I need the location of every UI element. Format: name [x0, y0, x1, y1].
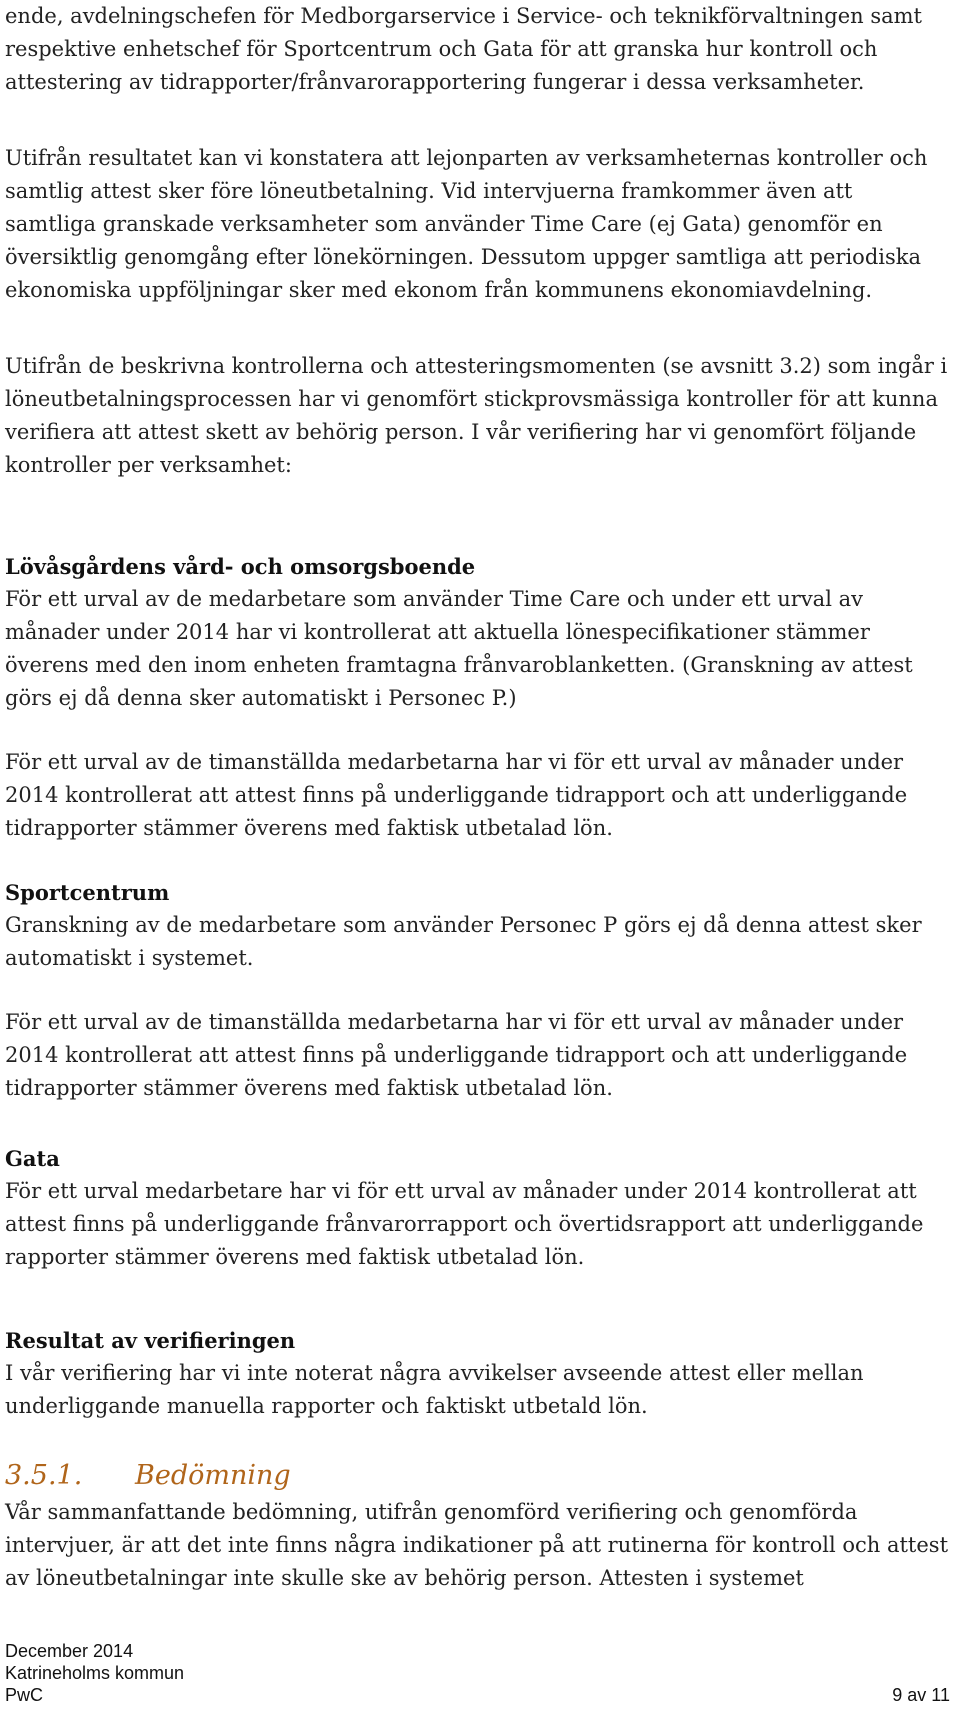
subsection-heading	[5, 1458, 291, 1494]
section-text-sportcentrum-2: För ett urval av de timanställda medarbetarna har vi för ett urval av månader under 2014 kontrollerat att attest finns på underliggande tidrapport och att underliggande tidrapporter stämmer överens med faktisk utbetalad lön.	[5, 1010, 908, 1100]
intro-paragraph-1: ende, avdelningschefen för Medborgarservice i Service- och teknikförvaltningen samt respektive enhetschef för Sportcentrum och Gata för att granska hur kontroll och attestering av tidrapporter/frånvarorapportering fungerar i dessa verksamheter.	[5, 4, 922, 94]
footer-date: December 2014	[5, 1641, 134, 1661]
subsection-title: Bedömning	[135, 1460, 291, 1491]
section-lovasgarden	[5, 550, 950, 715]
intro-paragraph-3: Utifrån de beskrivna kontrollerna och attesteringsmomenten (se avsnitt 3.2) som ingår i löneutbetalningsprocessen har vi genomfört stickprovsmässiga kontroller för att kunna verifiera att attest skett av behörig person. I vår verifiering har vi genomfört följande kontroller per verksamhet:	[5, 354, 948, 477]
section-text-gata: För ett urval medarbetare har vi för ett urval av månader under 2014 kontrollerat att attest finns på underliggande frånvarorrapport och övertidsrapport att underliggande rapporter stämmer överens med faktisk utbetalad lön.	[5, 1179, 924, 1269]
page-footer	[5, 1640, 950, 1706]
section-heading-lovasgarden: Lövåsgårdens vård- och omsorgsboende	[5, 554, 476, 579]
section-text-sportcentrum: Granskning av de medarbetare som använder Personec P görs ej då denna attest sker automatiskt i systemet.	[5, 913, 922, 970]
section-gata	[5, 1142, 950, 1274]
footer-page-number: 9 av 11	[892, 1685, 950, 1705]
subsection-number: 3.5.1.	[5, 1460, 83, 1491]
section-text-lovasgarden-2: För ett urval av de timanställda medarbetarna har vi för ett urval av månader under 2014 kontrollerat att attest finns på underliggande tidrapport och att underliggande tidrapporter stämmer överens med faktisk utbetalad lön.	[5, 750, 908, 840]
subsection-text: Vår sammanfattande bedömning, utifrån genomförd verifiering och genomförda intervjuer, är att det inte finns några indikationer på att rutinerna för kontroll och attest av löneutbetalningar inte skulle ske av behörig person. Attesten i systemet	[5, 1500, 949, 1590]
section-sportcentrum	[5, 876, 950, 975]
footer-organization: Katrineholms kommun	[5, 1663, 185, 1683]
section-text-lovasgarden: För ett urval av de medarbetare som använder Time Care och under ett urval av månader under 2014 har vi kontrollerat att aktuella lönespecifikationer stämmer överens med den inom enheten framtagna frånvaroblanketten. (Granskning av attest görs ej då denna sker automatiskt i Personec P.)	[5, 587, 913, 710]
section-resultat	[5, 1324, 950, 1423]
intro-paragraph-2: Utifrån resultatet kan vi konstatera att lejonparten av verksamheternas kontroller och samtlig attest sker före löneutbetalning. Vid intervjuerna framkommer även att samtliga granskade verksamheter som använder Time Care (ej Gata) genomför en översiktlig genomgång efter lönekörningen. Dessutom uppger samtliga att periodiska ekonomiska uppföljningar sker med ekonom från kommunens ekonomiavdelning.	[5, 146, 928, 302]
section-text-resultat: I vår verifiering har vi inte noterat några avvikelser avseende attest eller mellan underliggande manuella rapporter och faktiskt utbetald lön.	[5, 1361, 864, 1418]
section-heading-sportcentrum: Sportcentrum	[5, 880, 170, 905]
footer-firm: PwC	[5, 1685, 44, 1705]
section-heading-gata: Gata	[5, 1146, 60, 1171]
section-heading-resultat: Resultat av verifieringen	[5, 1328, 296, 1353]
